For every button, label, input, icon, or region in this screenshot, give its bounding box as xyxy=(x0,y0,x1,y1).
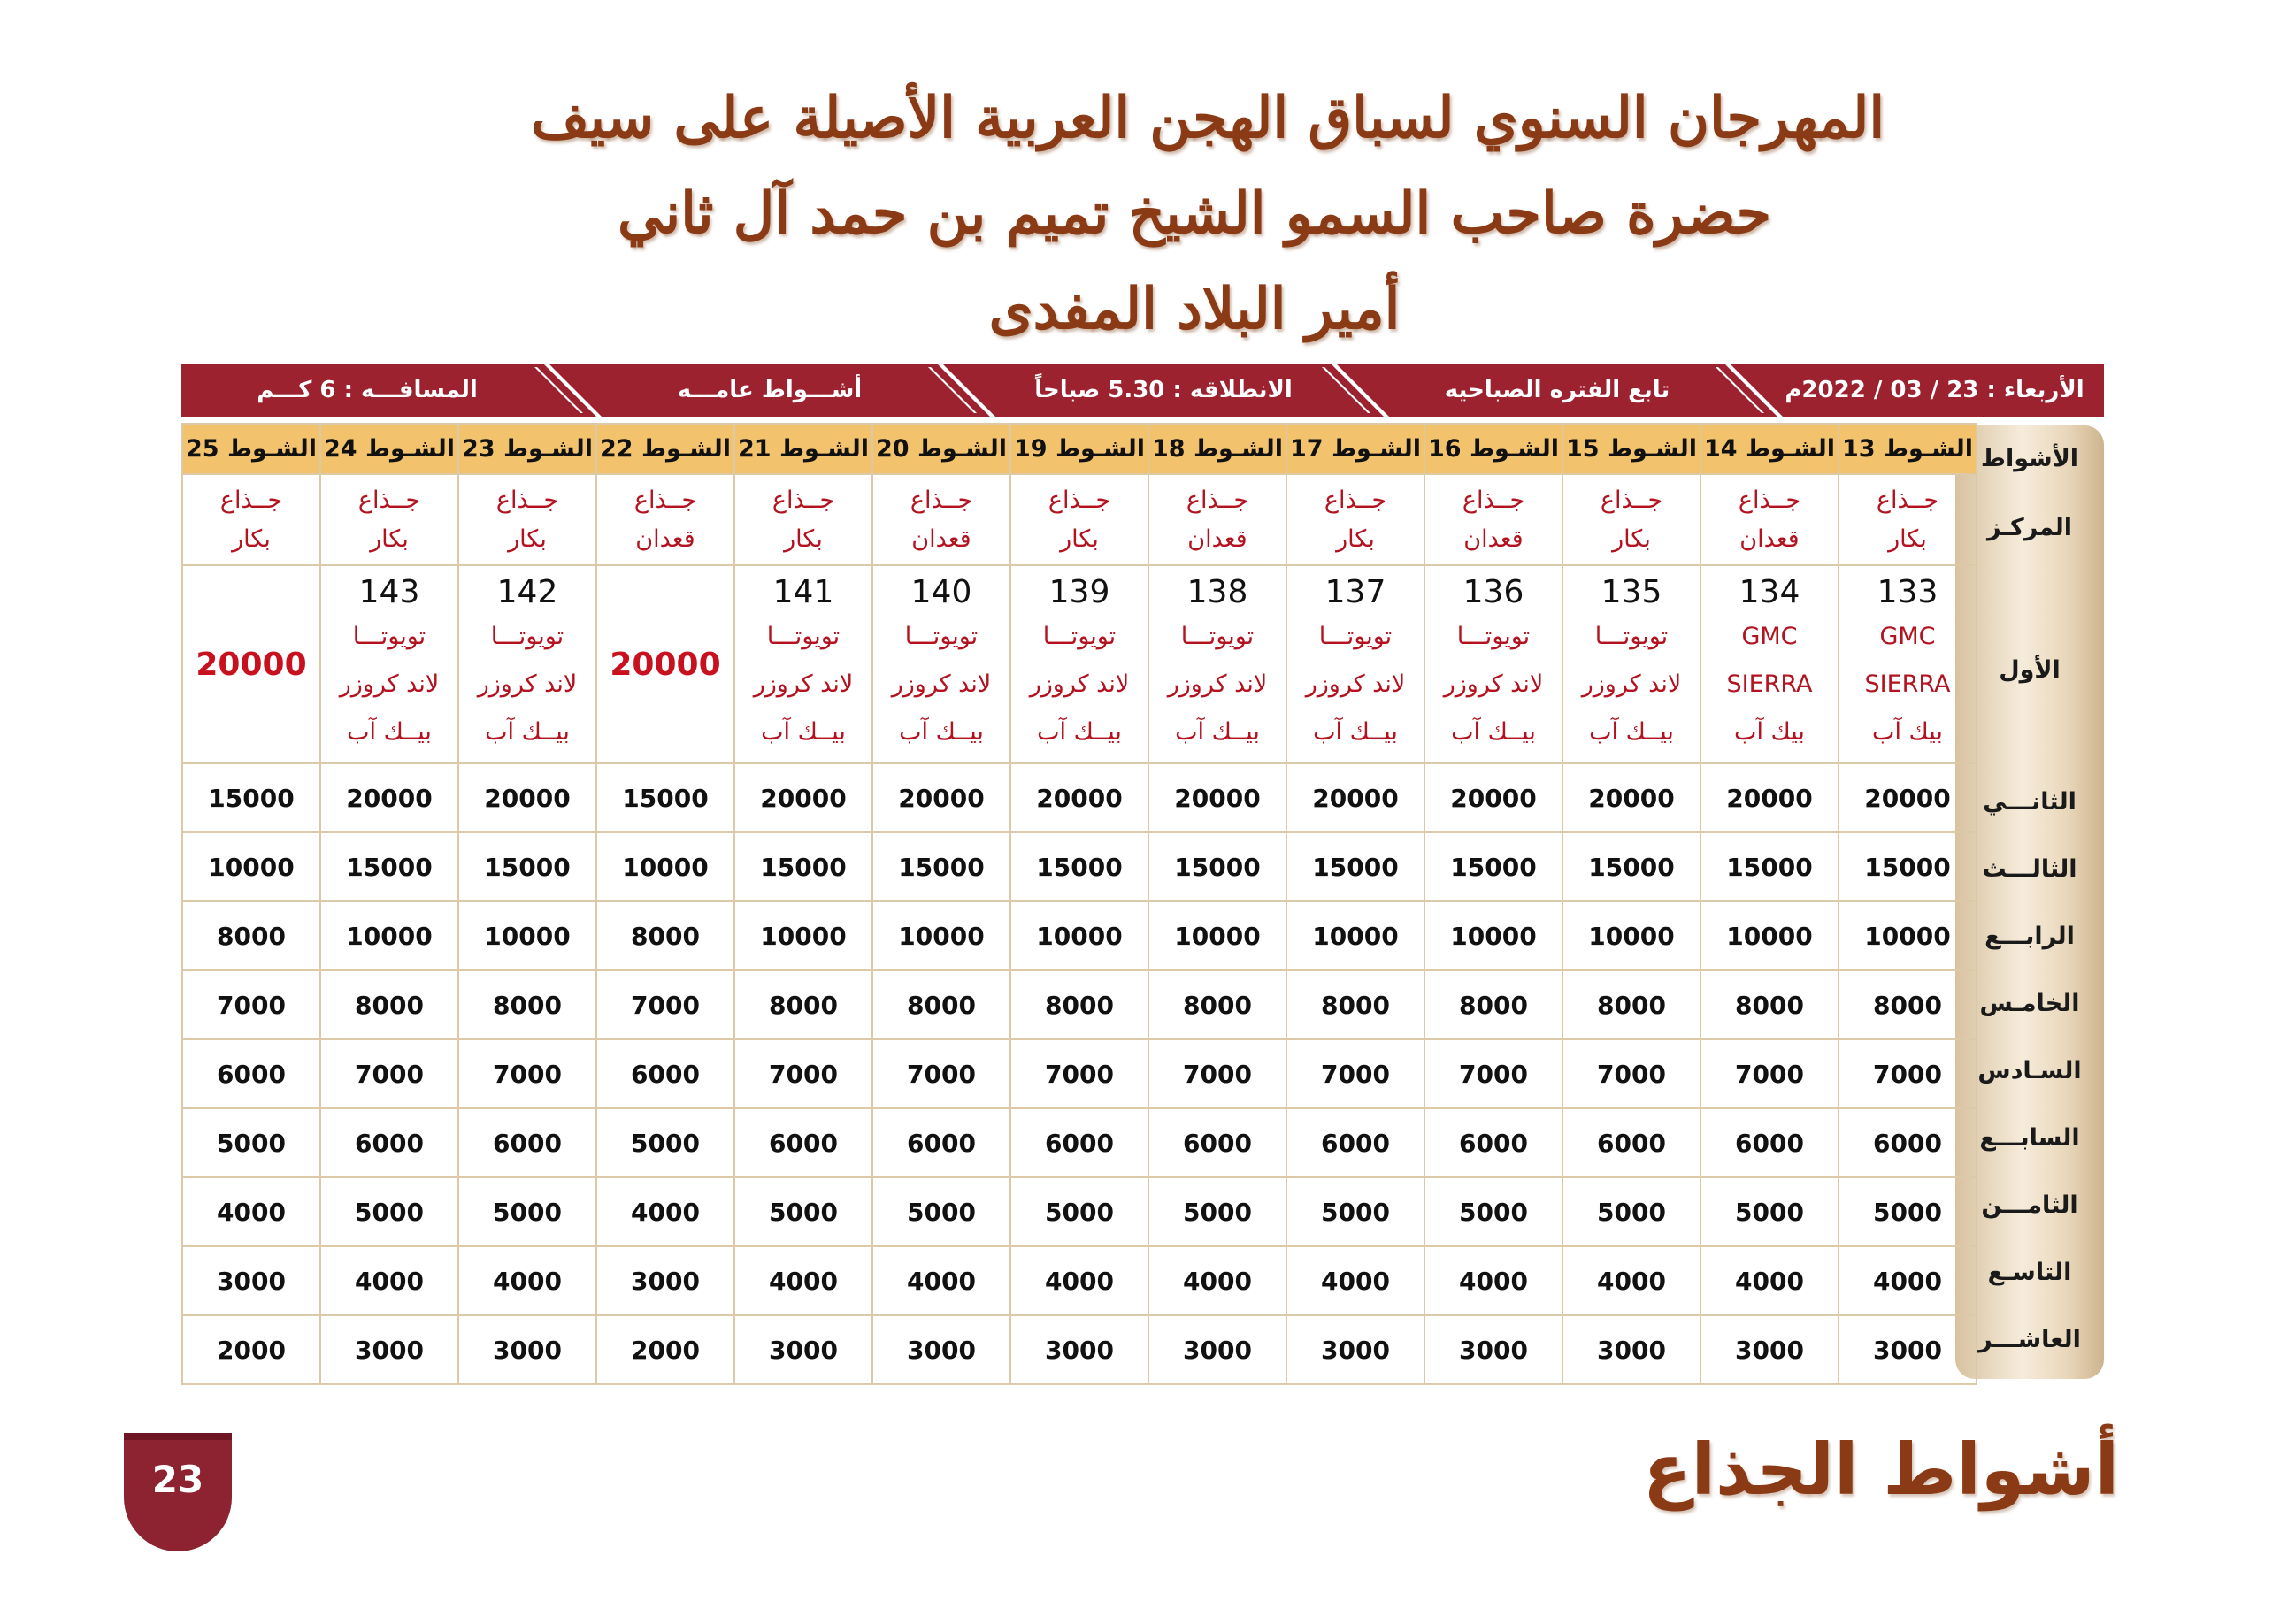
race-gender: قعدان xyxy=(1463,525,1524,553)
race-category: جــذاع xyxy=(1738,486,1801,514)
race-center-cell xyxy=(1562,474,1700,565)
prize-cell: 20000 xyxy=(458,763,596,832)
race-center-cell xyxy=(1148,474,1286,565)
car-brand: تويوتـــا xyxy=(1042,623,1117,650)
prize-cell: 7000 xyxy=(1286,1039,1424,1108)
race-gender: بكار xyxy=(784,525,823,553)
first-prize-cell xyxy=(1424,565,1562,763)
car-number: 141 xyxy=(772,574,834,610)
prize-cell: 4000 xyxy=(1148,1246,1286,1315)
race-center-cell xyxy=(872,474,1010,565)
car-number: 139 xyxy=(1048,574,1110,610)
prize-cell: 3000 xyxy=(1286,1315,1424,1384)
race-category: جــذاع xyxy=(1462,486,1525,514)
first-prize-cell xyxy=(1562,565,1700,763)
car-type: بيــك آب xyxy=(347,718,432,746)
race-center-cell xyxy=(1700,474,1839,565)
car-type: بيــك آب xyxy=(1037,718,1122,746)
race-category: جــذاع xyxy=(910,486,973,514)
prize-cell: 4000 xyxy=(320,1246,458,1315)
race-category: جــذاع xyxy=(772,486,835,514)
banner-races-type: أشـــواط عامـــه xyxy=(677,377,863,403)
prize-row-fourth xyxy=(182,901,1977,970)
prize-row-fifth xyxy=(182,970,1977,1039)
car-model: لاند كروزر xyxy=(891,670,992,698)
prize-cell: 10000 xyxy=(458,901,596,970)
prize-row-ninth xyxy=(182,1246,1977,1315)
prize-cell: 5000 xyxy=(1286,1177,1424,1246)
prize-cell: 2000 xyxy=(596,1315,734,1384)
prize-cell: 8000 xyxy=(458,970,596,1039)
car-model: لاند كروزر xyxy=(477,670,578,698)
prize-cell: 5000 xyxy=(734,1177,872,1246)
race-category: جــذاع xyxy=(495,486,559,514)
car-number: 138 xyxy=(1186,574,1248,610)
prize-row-eighth xyxy=(182,1177,1977,1246)
prize-cell: 15000 xyxy=(320,832,458,901)
race-center-cell xyxy=(1424,474,1562,565)
prize-cell: 15000 xyxy=(1148,832,1286,901)
prize-table xyxy=(181,423,1977,1385)
car-number: 137 xyxy=(1324,574,1386,610)
row-label-column xyxy=(1955,425,2104,1379)
row-label-fourth: الرابـــع xyxy=(1984,923,2075,950)
car-number: 143 xyxy=(358,574,420,610)
prize-cell: 10000 xyxy=(1424,901,1562,970)
prize-cell: 20000 xyxy=(1700,763,1839,832)
prize-cell: 20000 xyxy=(734,763,872,832)
first-prize-cell xyxy=(1700,565,1839,763)
race-category: جــذاع xyxy=(357,486,421,514)
heading-line-1: المهرجان السنوي لسباق الهجن العربية الأصيلة على سيف xyxy=(531,85,1885,151)
prize-cell: 8000 xyxy=(1286,970,1424,1039)
prize-cell: 20000 xyxy=(1010,763,1148,832)
prize-cell: 5000 xyxy=(320,1177,458,1246)
race-header: الشـوط 21 xyxy=(734,424,872,474)
race-category: جــذاع xyxy=(1324,486,1387,514)
car-number: 134 xyxy=(1739,574,1800,610)
race-header: الشـوط 23 xyxy=(458,424,596,474)
prize-cell: 6000 xyxy=(734,1108,872,1177)
car-type: بيــك آب xyxy=(1175,718,1260,746)
prize-cell: 20000 xyxy=(1286,763,1424,832)
prize-cell: 3000 xyxy=(872,1315,1010,1384)
row-label-third: الثالـــث xyxy=(1982,855,2077,883)
prize-cell: 10000 xyxy=(734,901,872,970)
prize-cell: 7000 xyxy=(1700,1039,1839,1108)
row-label-ninth: التاسـع xyxy=(1987,1259,2072,1286)
prize-cell: 7000 xyxy=(1839,1039,1977,1108)
first-prize-cell xyxy=(458,565,596,763)
prize-cell: 6000 xyxy=(596,1039,734,1108)
first-prize-cell xyxy=(182,565,320,763)
race-center-cell xyxy=(734,474,872,565)
prize-cell: 5000 xyxy=(1700,1177,1839,1246)
prize-cell: 15000 xyxy=(1562,832,1700,901)
prize-cell: 15000 xyxy=(1010,832,1148,901)
prize-cell: 3000 xyxy=(182,1246,320,1315)
prize-cell: 10000 xyxy=(320,901,458,970)
info-banner xyxy=(181,364,2104,417)
car-brand: GMC xyxy=(1879,623,1936,650)
prize-row-seventh xyxy=(182,1108,1977,1177)
prize-cell: 20000 xyxy=(1839,763,1977,832)
race-center-cell xyxy=(182,474,320,565)
prize-cell: 3000 xyxy=(1010,1315,1148,1384)
prize-cell: 15000 xyxy=(1700,832,1839,901)
row-label-second: الثانـــي xyxy=(1983,788,2077,816)
car-model: لاند كروزر xyxy=(753,670,854,698)
car-brand: تويوتـــا xyxy=(1594,623,1669,650)
prize-cell: 6000 xyxy=(1839,1108,1977,1177)
car-model: لاند كروزر xyxy=(1443,670,1544,698)
prize-cell: 7000 xyxy=(872,1039,1010,1108)
prize-cell: 6000 xyxy=(182,1039,320,1108)
row-label-first: الأول xyxy=(1999,656,2061,684)
car-number: 136 xyxy=(1462,574,1524,610)
car-number: 142 xyxy=(496,574,558,610)
car-type: بيــك آب xyxy=(1451,718,1536,746)
prize-cell: 10000 xyxy=(1286,901,1424,970)
race-gender: بكار xyxy=(370,525,409,553)
car-type: بيــك آب xyxy=(1313,718,1398,746)
prize-cell: 5000 xyxy=(182,1108,320,1177)
prize-cell: 5000 xyxy=(1424,1177,1562,1246)
prize-cell: 20000 xyxy=(1148,763,1286,832)
section-title: أشواط الجذاع xyxy=(1642,1429,2119,1511)
prize-cell: 7000 xyxy=(734,1039,872,1108)
car-type: بيك آب xyxy=(1734,718,1805,746)
prize-cell: 8000 xyxy=(1562,970,1700,1039)
prize-cell: 20000 xyxy=(1424,763,1562,832)
first-prize-cell xyxy=(1286,565,1424,763)
first-prize-cell xyxy=(734,565,872,763)
prize-cell: 3000 xyxy=(1562,1315,1700,1384)
prize-cell: 10000 xyxy=(872,901,1010,970)
car-model: لاند كروزر xyxy=(1305,670,1406,698)
prize-cell: 10000 xyxy=(1700,901,1839,970)
race-gender: بكار xyxy=(1060,525,1099,553)
prize-cell: 10000 xyxy=(1562,901,1700,970)
prize-cell: 8000 xyxy=(1700,970,1839,1039)
prize-row-second xyxy=(182,763,1977,832)
prize-cell: 15000 xyxy=(182,763,320,832)
car-type: بيك آب xyxy=(1872,718,1943,746)
prize-cell: 4000 xyxy=(1839,1246,1977,1315)
race-category: جــذاع xyxy=(1600,486,1663,514)
race-gender: قعدان xyxy=(911,525,971,553)
car-type: بيــك آب xyxy=(761,718,846,746)
prize-cell: 4000 xyxy=(1010,1246,1148,1315)
prize-cell: 6000 xyxy=(872,1108,1010,1177)
prize-cell: 6000 xyxy=(1010,1108,1148,1177)
prize-cell: 15000 xyxy=(872,832,1010,901)
race-header: الشـوط 25 xyxy=(182,424,320,474)
car-model: لاند كروزر xyxy=(1581,670,1682,698)
prize-cell: 6000 xyxy=(458,1108,596,1177)
race-category: جــذاع xyxy=(1186,486,1249,514)
prize-cell: 6000 xyxy=(1562,1108,1700,1177)
prize-cell: 8000 xyxy=(734,970,872,1039)
car-model: لاند كروزر xyxy=(1167,670,1268,698)
car-brand: GMC xyxy=(1741,623,1798,650)
prize-cell: 15000 xyxy=(1286,832,1424,901)
prize-cell: 8000 xyxy=(1839,970,1977,1039)
prize-cell: 8000 xyxy=(1010,970,1148,1039)
prize-row-tenth xyxy=(182,1315,1977,1384)
race-center-cell xyxy=(320,474,458,565)
car-type: بيــك آب xyxy=(899,718,984,746)
car-type: بيــك آب xyxy=(1589,718,1674,746)
race-header: الشـوط 13 xyxy=(1839,424,1977,474)
prize-cell: 3000 xyxy=(1424,1315,1562,1384)
race-gender: بكار xyxy=(232,525,271,553)
prize-cell: 6000 xyxy=(1286,1108,1424,1177)
prize-row-sixth xyxy=(182,1039,1977,1108)
prize-cell: 5000 xyxy=(1562,1177,1700,1246)
race-gender: قعدان xyxy=(1187,525,1247,553)
prize-cell: 5000 xyxy=(458,1177,596,1246)
race-gender: قعدان xyxy=(635,525,695,553)
race-center-cell xyxy=(1839,474,1977,565)
prize-cell: 10000 xyxy=(1010,901,1148,970)
prize-cell: 15000 xyxy=(1424,832,1562,901)
race-gender: قعدان xyxy=(1739,525,1800,553)
prize-cell: 8000 xyxy=(320,970,458,1039)
race-gender: بكار xyxy=(1612,525,1651,553)
car-brand: تويوتـــا xyxy=(352,623,426,650)
row-label-eighth: الثامـــن xyxy=(1981,1191,2078,1219)
prize-cell: 3000 xyxy=(320,1315,458,1384)
race-header: الشـوط 18 xyxy=(1148,424,1286,474)
car-number: 140 xyxy=(910,574,972,610)
prize-cell: 3000 xyxy=(1700,1315,1839,1384)
heading-line-2: حضرة صاحب السمو الشيخ تميم بن حمد آل ثاني xyxy=(618,180,1771,247)
race-header: الشـوط 14 xyxy=(1700,424,1839,474)
prize-cell: 6000 xyxy=(320,1108,458,1177)
car-brand: تويوتـــا xyxy=(1456,623,1531,650)
race-gender: بكار xyxy=(1336,525,1375,553)
prize-cell: 15000 xyxy=(734,832,872,901)
car-brand: تويوتـــا xyxy=(904,623,979,650)
car-brand: تويوتـــا xyxy=(1318,623,1393,650)
prize-cell: 4000 xyxy=(596,1177,734,1246)
prize-cell: 7000 xyxy=(320,1039,458,1108)
row-label-sixth: السـادس xyxy=(1977,1057,2082,1084)
first-prize-cell xyxy=(596,565,734,763)
banner-start-time: الانطلاقه : 5.30 صباحاً xyxy=(1034,377,1293,403)
race-header: الشـوط 16 xyxy=(1424,424,1562,474)
prize-cell: 7000 xyxy=(458,1039,596,1108)
banner-date: الأربعاء : 23 / 03 / 2022م xyxy=(1785,377,2084,403)
prize-cell: 6000 xyxy=(1424,1108,1562,1177)
race-category: جــذاع xyxy=(1048,486,1111,514)
banner-distance: المسافـــه : 6 كـــم xyxy=(257,377,478,403)
prize-cell: 7000 xyxy=(1148,1039,1286,1108)
car-brand: تويوتـــا xyxy=(1180,623,1255,650)
race-header-row xyxy=(182,424,1977,474)
prize-cell: 5000 xyxy=(872,1177,1010,1246)
prize-cell: 3000 xyxy=(734,1315,872,1384)
prize-cell: 5000 xyxy=(1010,1177,1148,1246)
car-model: SIERRA xyxy=(1726,670,1813,698)
first-prize-row xyxy=(182,565,1977,763)
row-label-races: الأشواط xyxy=(1980,445,2079,472)
race-header: الشـوط 17 xyxy=(1286,424,1424,474)
prize-cell: 4000 xyxy=(458,1246,596,1315)
race-gender: بكار xyxy=(1888,525,1927,553)
prize-cell: 5000 xyxy=(1148,1177,1286,1246)
banner-period: تابع الفتره الصباحيه xyxy=(1444,377,1670,403)
prize-cell: 7000 xyxy=(1562,1039,1700,1108)
race-center-cell xyxy=(1010,474,1148,565)
prize-cell: 3000 xyxy=(1148,1315,1286,1384)
center-row xyxy=(182,474,1977,565)
page-number: 23 xyxy=(151,1458,204,1501)
first-prize-cell xyxy=(1839,565,1977,763)
row-label-fifth: الخامـس xyxy=(1979,990,2080,1017)
first-prize-cash: 20000 xyxy=(610,646,721,683)
page-number-tab-edge xyxy=(124,1433,232,1440)
prize-cell: 5000 xyxy=(1839,1177,1977,1246)
race-header: الشـوط 19 xyxy=(1010,424,1148,474)
row-label-tenth: العاشـــر xyxy=(1978,1326,2081,1353)
first-prize-cell xyxy=(320,565,458,763)
prize-cell: 4000 xyxy=(734,1246,872,1315)
prize-cell: 4000 xyxy=(1424,1246,1562,1315)
page-heading xyxy=(531,71,1885,357)
prize-row-third xyxy=(182,832,1977,901)
prize-cell: 7000 xyxy=(182,970,320,1039)
race-center-cell xyxy=(458,474,596,565)
prize-cell: 6000 xyxy=(1700,1108,1839,1177)
car-model: لاند كروزر xyxy=(339,670,440,698)
prize-cell: 15000 xyxy=(596,763,734,832)
prize-cell: 8000 xyxy=(1148,970,1286,1039)
prize-cell: 20000 xyxy=(872,763,1010,832)
race-header: الشـوط 20 xyxy=(872,424,1010,474)
prize-cell: 8000 xyxy=(596,901,734,970)
prize-cell: 7000 xyxy=(1010,1039,1148,1108)
race-center-cell xyxy=(1286,474,1424,565)
row-label-seventh: السابـــع xyxy=(1979,1124,2080,1152)
prize-cell: 4000 xyxy=(872,1246,1010,1315)
prize-cell: 5000 xyxy=(596,1108,734,1177)
prize-cell: 4000 xyxy=(1700,1246,1839,1315)
prize-cell: 3000 xyxy=(1839,1315,1977,1384)
prize-cell: 15000 xyxy=(1839,832,1977,901)
prize-cell: 3000 xyxy=(458,1315,596,1384)
car-model: لاند كروزر xyxy=(1029,670,1130,698)
first-prize-cell xyxy=(872,565,1010,763)
prize-cell: 4000 xyxy=(1562,1246,1700,1315)
prize-cell: 10000 xyxy=(1839,901,1977,970)
car-model: SIERRA xyxy=(1864,670,1951,698)
first-prize-cash: 20000 xyxy=(196,646,307,683)
car-number: 133 xyxy=(1877,574,1938,610)
car-type: بيــك آب xyxy=(485,718,570,746)
car-brand: تويوتـــا xyxy=(766,623,841,650)
car-brand: تويوتـــا xyxy=(490,623,564,650)
prize-cell: 10000 xyxy=(596,832,734,901)
race-header: الشـوط 24 xyxy=(320,424,458,474)
race-category: جــذاع xyxy=(219,486,283,514)
race-header: الشـوط 15 xyxy=(1562,424,1700,474)
prize-cell: 7000 xyxy=(1424,1039,1562,1108)
prize-cell: 8000 xyxy=(1424,970,1562,1039)
race-center-cell xyxy=(596,474,734,565)
prize-cell: 10000 xyxy=(1148,901,1286,970)
prize-cell: 7000 xyxy=(596,970,734,1039)
prize-cell: 4000 xyxy=(182,1177,320,1246)
car-number: 135 xyxy=(1601,574,1662,610)
row-label-center: المركـز xyxy=(1986,514,2073,541)
first-prize-cell xyxy=(1010,565,1148,763)
prize-cell: 15000 xyxy=(458,832,596,901)
prize-cell: 8000 xyxy=(872,970,1010,1039)
heading-line-3: أمير البلاد المفدى xyxy=(988,276,1401,342)
first-prize-cell xyxy=(1148,565,1286,763)
prize-cell: 6000 xyxy=(1148,1108,1286,1177)
prize-cell: 2000 xyxy=(182,1315,320,1384)
race-gender: بكار xyxy=(508,525,547,553)
race-category: جــذاع xyxy=(633,486,697,514)
prize-cell: 4000 xyxy=(1286,1246,1424,1315)
prize-cell: 3000 xyxy=(596,1246,734,1315)
prize-cell: 8000 xyxy=(182,901,320,970)
prize-cell: 20000 xyxy=(320,763,458,832)
race-header: الشـوط 22 xyxy=(596,424,734,474)
prize-cell: 20000 xyxy=(1562,763,1700,832)
prize-cell: 10000 xyxy=(182,832,320,901)
race-category: جــذاع xyxy=(1876,486,1939,514)
